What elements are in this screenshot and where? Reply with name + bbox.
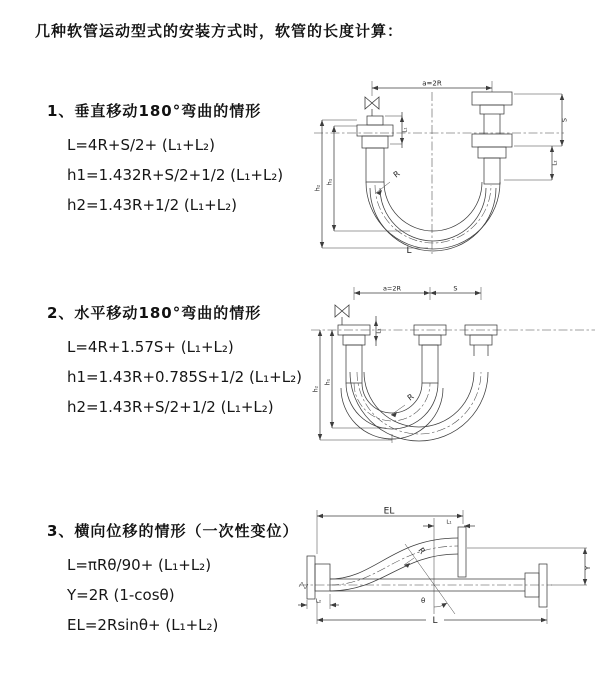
right-upper-flange — [458, 527, 466, 577]
braided-hose-section — [422, 345, 438, 383]
braided-hose-section — [346, 345, 362, 383]
right-lower-flange — [525, 564, 547, 607]
dim-l1-label: L₁ — [376, 328, 383, 334]
dim-s — [514, 94, 569, 146]
formula-h2: h2=1.43R+1/2 (L₁+L₂) — [67, 196, 237, 214]
section-3-formulas — [67, 550, 298, 640]
dim-l1 — [374, 316, 383, 346]
valve-icon — [335, 305, 349, 325]
dim-h1-label: h₁ — [324, 378, 332, 386]
hose-u-bend-position1 — [341, 383, 443, 439]
angle-label: θ — [421, 597, 426, 605]
radius-label: R — [405, 392, 416, 403]
diagram-vertical-bend — [312, 76, 597, 256]
dim-l1-label: L₁ — [402, 127, 409, 133]
dim-l1 — [423, 518, 475, 532]
dim-l2 — [298, 594, 339, 609]
dim-y-label: Y — [584, 565, 592, 571]
formula-h1: h1=1.432R+S/2+1/2 (L₁+L₂) — [67, 166, 284, 184]
dim-l2-label: L₂ — [552, 160, 559, 166]
radius-callout — [391, 392, 416, 418]
section-vertical-bend — [47, 100, 283, 220]
dim-y — [467, 548, 592, 585]
formula-length: L=πRθ/90+ (L₁+L₂) — [67, 556, 212, 574]
dim-width — [354, 285, 481, 301]
section-1-formulas — [67, 130, 283, 220]
left-fitting — [338, 325, 370, 383]
braided-hose-section — [484, 158, 500, 184]
formula-h2: h2=1.43R+S/2+1/2 (L₁+L₂) — [67, 398, 274, 416]
dim-width-label: a=2R — [382, 284, 402, 293]
dim-h2-label: h₂ — [312, 385, 320, 393]
formula-h1: h1=1.43R+0.785S+1/2 (L₁+L₂) — [67, 368, 302, 386]
dim-l2 — [504, 146, 559, 180]
left-flange — [307, 556, 330, 599]
radius-label: R — [391, 169, 402, 180]
dim-l2-label: L₂ — [315, 598, 322, 605]
dim-shift-label: S — [453, 284, 458, 293]
page-title: 几种软管运动型式的安装方式时，软管的长度计算： — [35, 22, 404, 40]
bottom-center-tick — [388, 434, 396, 443]
dim-length-label: L — [432, 616, 438, 626]
formula-el: EL=2Rsinθ+ (L₁+L₂) — [67, 616, 219, 634]
right-fitting — [465, 325, 497, 356]
dim-l1 — [385, 112, 409, 148]
section-2-heading: 2、水平移动180°弯曲的情形 — [47, 304, 262, 322]
right-fitting — [472, 92, 512, 184]
dim-l1-label: L₁ — [446, 519, 452, 526]
dim-el-label: EL — [383, 506, 395, 517]
section-1-heading: 1、垂直移动180°弯曲的情形 — [47, 102, 262, 120]
section-lateral-displacement — [47, 520, 298, 640]
dim-width-label: a=2R — [422, 79, 442, 88]
dim-h1-label: h₁ — [325, 178, 334, 186]
middle-fitting — [414, 325, 446, 383]
left-fitting — [357, 116, 393, 182]
section-2-formulas — [67, 332, 302, 422]
section-horizontal-bend — [47, 302, 302, 422]
hose-displaced-position — [330, 538, 458, 591]
braided-hose-section — [366, 148, 384, 182]
formula-length: L=4R+1.57S+ (L₁+L₂) — [67, 338, 234, 356]
length-label: L — [406, 246, 412, 256]
dim-s-label: S — [560, 117, 569, 123]
dim-h2-label: h₂ — [313, 184, 322, 192]
diagram-lateral-displacement — [297, 502, 597, 642]
formula-y: Y=2R (1-cosθ) — [67, 586, 175, 604]
diagram-horizontal-bend — [308, 282, 598, 447]
radius-construction — [404, 532, 455, 617]
hose-u-bend — [366, 182, 500, 251]
formula-length: L=4R+S/2+ (L₁+L₂) — [67, 136, 215, 154]
hose-u-bend-position2 — [350, 372, 488, 441]
valve-icon — [365, 97, 379, 116]
section-3-heading: 3、横向位移的情形（一次性变位） — [47, 522, 299, 540]
radius-label: R — [416, 545, 427, 556]
